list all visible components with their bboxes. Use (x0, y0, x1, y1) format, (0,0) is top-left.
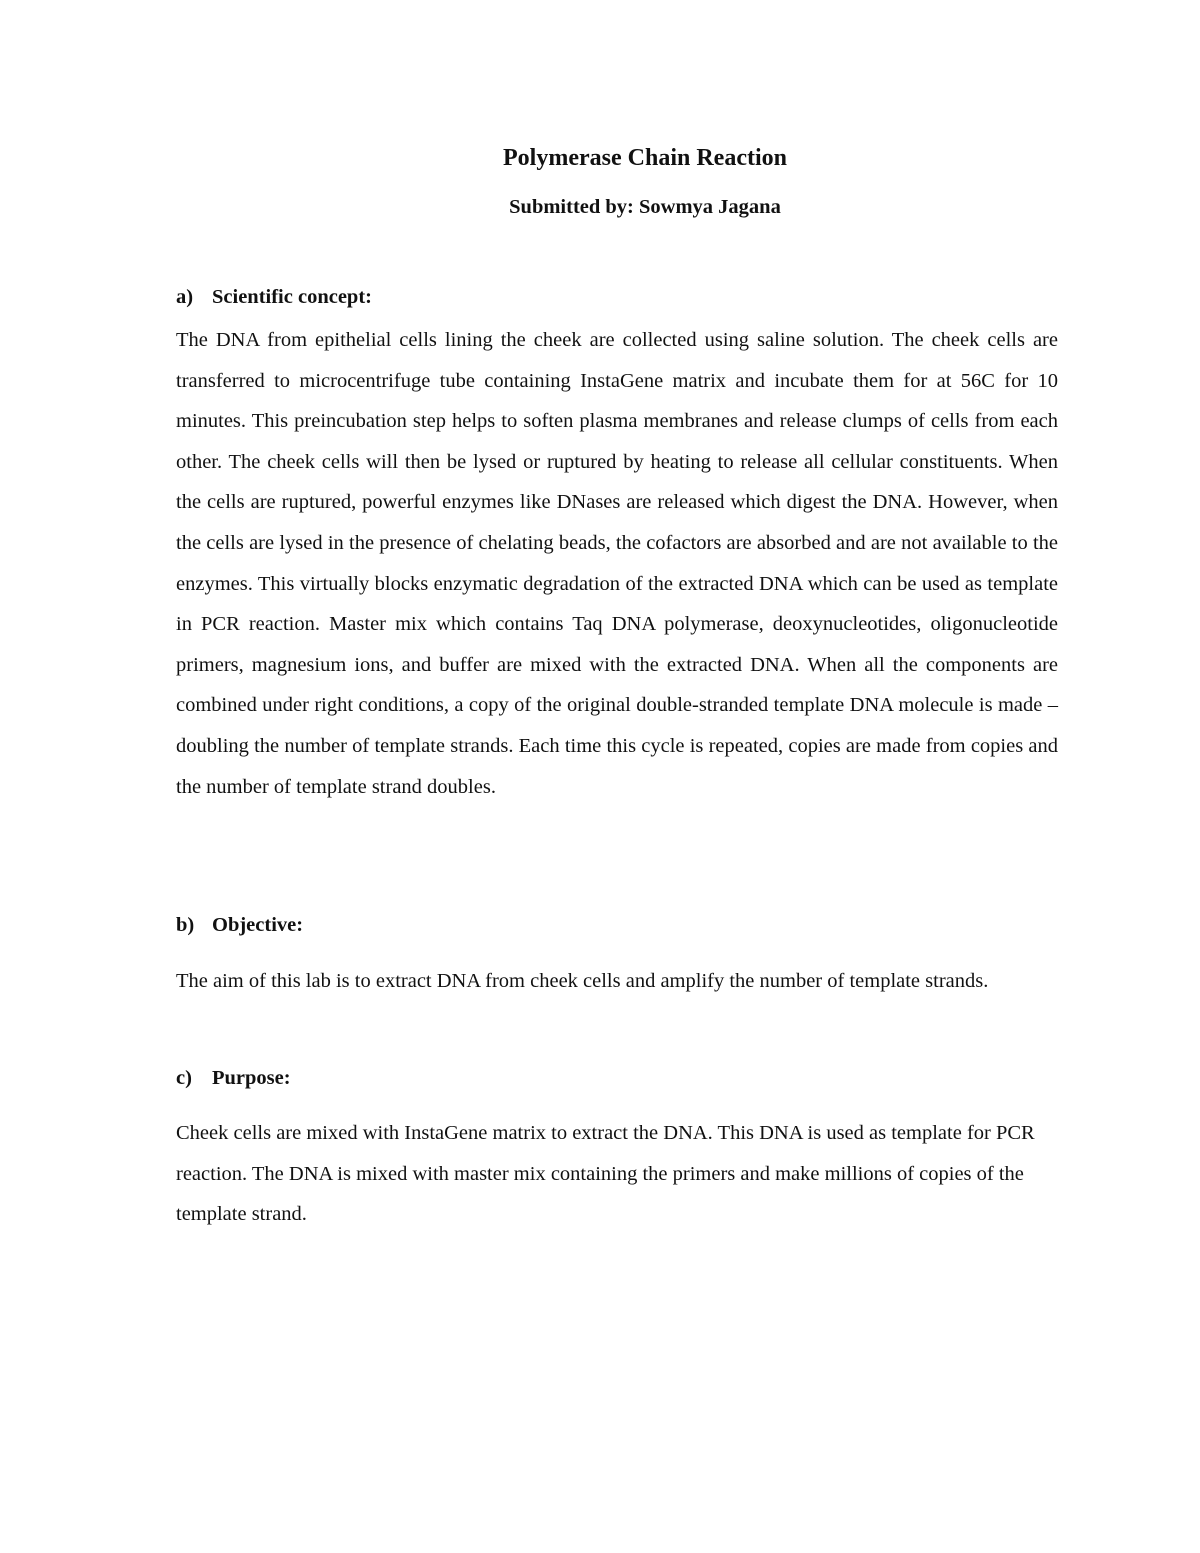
section-body-objective: The aim of this lab is to extract DNA from cheek cells and amplify the number of template strands. (176, 970, 989, 992)
section-marker: c) (176, 1067, 192, 1089)
section-marker: b) (176, 914, 195, 936)
section-body-scientific-concept: The DNA from epithelial cells lining the cheek are collected using saline solution. The cheek cells are transferred to microcentrifuge tube containing InstaGene matrix and incubate them for at 56C for 10 minutes. This preincubation step helps to soften plasma membranes and release clumps of cells from each other. The cheek cells will then be lysed or ruptured by heating to release all cellular constituents. When the cells are ruptured, powerful enzymes like DNases are released which digest the DNA. However, when the cells are lysed in the presence of chelating beads, the cofactors are absorbed and are not available to the enzymes. This virtually blocks enzymatic degradation of the extracted DNA which can be used as template in PCR reaction. Master mix which contains Taq DNA polymerase, deoxynucleotides, oligonucleotide primers, magnesium ions, and buffer are mixed with the extracted DNA. When all the components are combined under right conditions, a copy of the original double-stranded template DNA molecule is made – doubling the number of template strands. Each time this cycle is repeated, copies are made from copies and the number of template strand doubles. (176, 329, 1058, 798)
section-heading-scientific-concept (176, 283, 372, 311)
document-title: Polymerase Chain Reaction (503, 145, 787, 171)
section-heading-text: Scientific concept: (212, 286, 372, 308)
section-heading-text: Objective: (212, 914, 304, 936)
section-heading-text: Purpose: (212, 1067, 291, 1089)
section-heading-purpose (176, 1064, 291, 1092)
section-heading-objective (176, 911, 303, 939)
section-marker: a) (176, 286, 194, 308)
document-subtitle: Submitted by: Sowmya Jagana (509, 196, 781, 218)
section-body-purpose: Cheek cells are mixed with InstaGene matrix to extract the DNA. This DNA is used as template for PCR reaction. The DNA is mixed with master mix containing the primers and make millions of copies of the template strand. (176, 1122, 1035, 1226)
